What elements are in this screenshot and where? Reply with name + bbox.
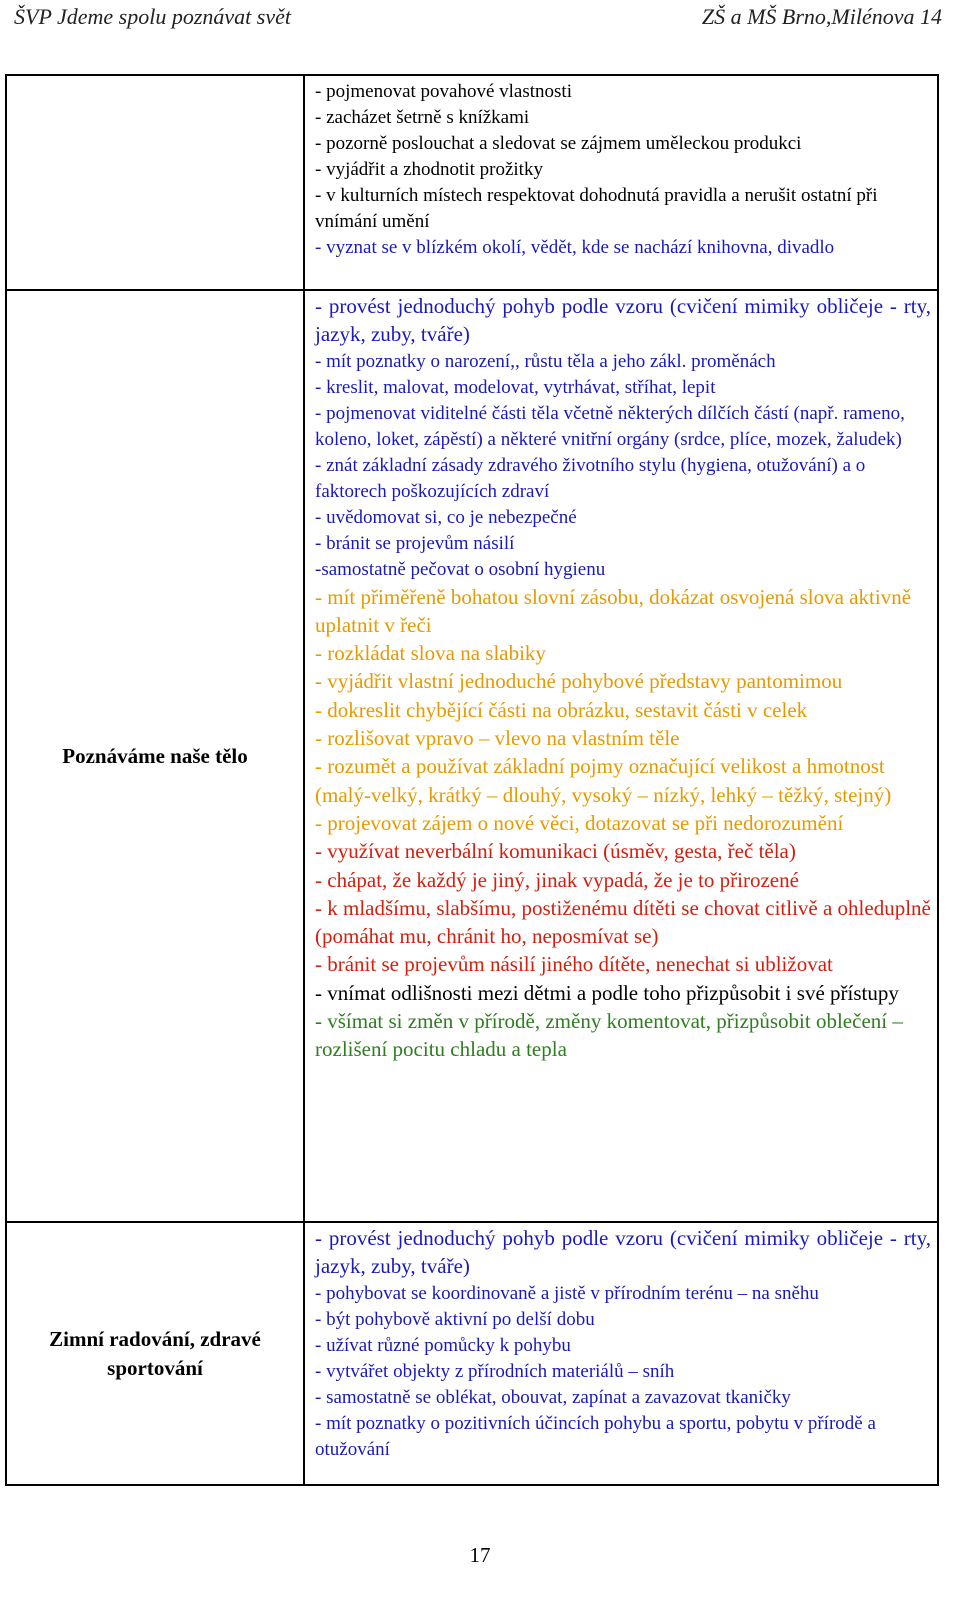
list-item: - mít poznatky o narození,, růstu těla a jeho zákl. proměnách	[315, 350, 776, 372]
header-school-program: ŠVP Jdeme spolu poznávat svět	[14, 4, 291, 29]
list-item: - dokreslit chybějící části na obrázku, sestavit části v celek	[315, 697, 808, 722]
list-item: - v kulturních místech respektovat dohodnutá pravidla a nerušit ostatní při vnímání umění	[315, 185, 878, 232]
list-item: - k mladšímu, slabšímu, postiženému dítěti se chovat citlivě a ohleduplně (pomáhat mu, chránit ho, neposmívat se)	[315, 895, 931, 949]
page-number: 17	[469, 1543, 491, 1567]
list-item: - pojmenovat viditelné části těla včetně některých dílčích částí (např. rameno, koleno, loket, zápěstí) a některé vnitřní orgány (srdce, plíce, mozek, žaludek)	[315, 402, 905, 450]
list-item: -samostatně pečovat o osobní hygienu	[315, 558, 606, 580]
goals-cell	[304, 290, 938, 1222]
list-item: - vyjádřit vlastní jednoduché pohybové představy pantomimou	[315, 669, 843, 694]
list-item: - mít přiměřeně bohatou slovní zásobu, dokázat osvojená slova aktivně uplatnit v řeči	[315, 584, 912, 637]
goals-cell	[304, 75, 938, 290]
list-item: - provést jednoduchý pohyb podle vzoru (cvičení mimiky obličeje - rty, jazyk, zuby, tváře)	[315, 1226, 931, 1279]
list-item: - mít poznatky o pozitivních účincích pohybu a sportu, pobytu v přírodě a otužování	[315, 1412, 876, 1460]
list-item: - vytvářet objekty z přírodních materiálů – sníh	[315, 1360, 675, 1382]
list-item: - zacházet šetrně s knížkami	[315, 107, 530, 128]
list-item: - uvědomovat si, co je nebezpečné	[315, 506, 577, 528]
list-item: - kreslit, malovat, modelovat, vytrhávat, stříhat, lepit	[315, 376, 716, 398]
topic-cell: Poznáváme naše tělo	[6, 290, 304, 1222]
list-item: - užívat různé pomůcky k pohybu	[315, 1334, 571, 1356]
goals-cell	[304, 1222, 938, 1485]
list-item: - chápat, že každý je jiný, jinak vypadá, že je to přirozené	[315, 867, 799, 892]
list-item: - vyjádřit a zhodnotit prožitky	[315, 159, 543, 180]
list-item: - využívat neverbální komunikaci (úsměv, gesta, řeč těla)	[315, 839, 796, 864]
list-item: - znát základní zásady zdravého životního stylu (hygiena, otužování) a o faktorech poškozujících zdraví	[315, 454, 866, 502]
list-item: - být pohybově aktivní po delší dobu	[315, 1308, 595, 1330]
list-item: - pohybovat se koordinovaně a jistě v přírodním terénu – na sněhu	[315, 1282, 819, 1304]
topic-cell	[6, 75, 304, 290]
list-item: - vyznat se v blízkém okolí, vědět, kde se nachází knihovna, divadlo	[315, 237, 835, 258]
list-item: - bránit se projevům násilí jiného dítěte, nenechat si ubližovat	[315, 952, 833, 977]
list-item: - vnímat odlišnosti mezi dětmi a podle toho přizpůsobit i své přístupy	[315, 980, 899, 1005]
list-item: - pojmenovat povahové vlastnosti	[315, 81, 572, 102]
list-item: - rozumět a používat základní pojmy označující velikost a hmotnost (malý-velký, krátký – dlouhý, vysoký – nízký, lehký – těžký, stejný)	[315, 754, 892, 807]
list-item: - rozlišovat vpravo – vlevo na vlastním těle	[315, 726, 680, 751]
list-item: - rozkládat slova na slabiky	[315, 641, 546, 666]
curriculum-table	[5, 74, 939, 1486]
table-row	[6, 1222, 938, 1485]
list-item: - všímat si změn v přírodě, změny komentovat, přizpůsobit oblečení – rozlišení pocitu chladu a tepla	[315, 1009, 903, 1062]
list-item: - projevovat zájem o nové věci, dotazovat se při nedorozumění	[315, 810, 844, 835]
list-item: - bránit se projevům násilí	[315, 532, 515, 554]
table-row	[6, 290, 938, 1222]
list-item: - provést jednoduchý pohyb podle vzoru (cvičení mimiky obličeje - rty, jazyk, zuby, tváře)	[315, 294, 931, 347]
list-item: - pozorně poslouchat a sledovat se zájmem uměleckou produkci	[315, 133, 802, 154]
table-row	[6, 75, 938, 290]
header-school-name: ZŠ a MŠ Brno,Milénova 14	[701, 4, 942, 29]
list-item: - samostatně se oblékat, obouvat, zapínat a zavazovat tkaničky	[315, 1386, 791, 1408]
topic-cell: Zimní radování, zdravé sportování	[6, 1222, 304, 1485]
page-header	[14, 4, 942, 34]
